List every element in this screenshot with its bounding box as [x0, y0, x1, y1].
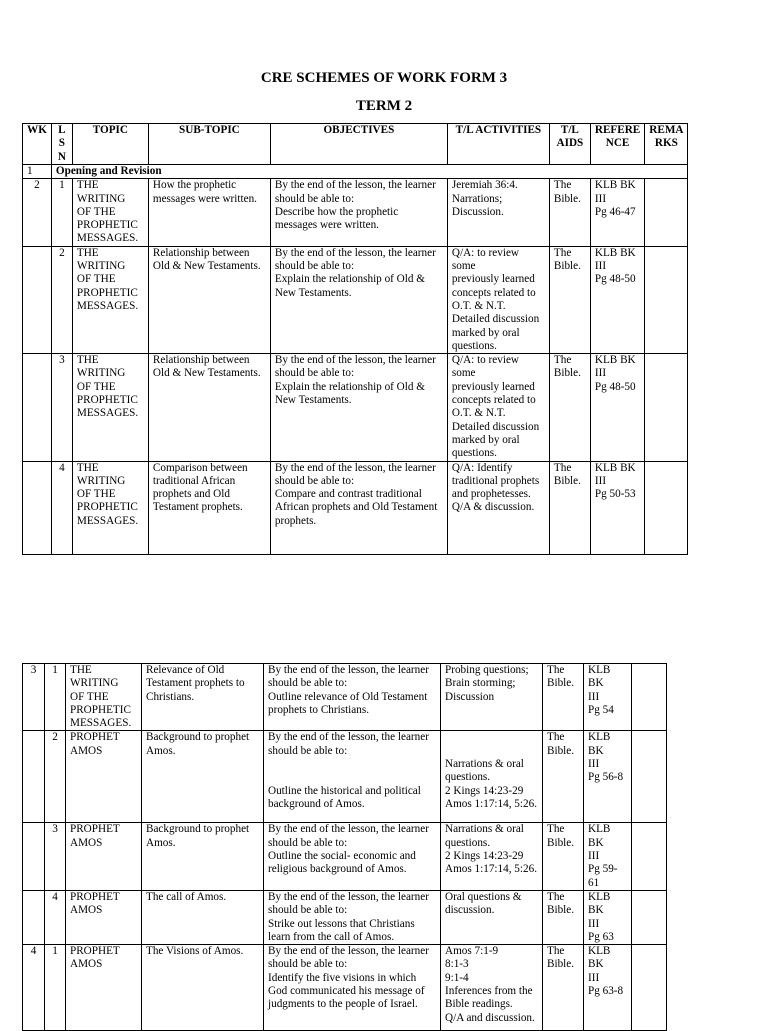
topic-cell: THE WRITING OF THE PROPHETIC MESSAGES.	[72, 179, 148, 246]
objectives-cell: By the end of the lesson, the learner should be able to: Outline the social- economic and religious background of Amos.	[264, 823, 441, 890]
lesson-number: 2	[51, 246, 72, 353]
week-number	[23, 823, 45, 890]
aids-cell: The Bible.	[543, 823, 584, 890]
lesson-number: 1	[51, 179, 72, 246]
activities-cell: Jeremiah 36:4. Narrations; Discussion.	[447, 179, 549, 246]
topic-cell: PROPHET AMOS	[66, 731, 142, 823]
topic-cell: PROPHET AMOS	[66, 945, 142, 1031]
term-heading: TERM 2	[355, 98, 413, 114]
aids-cell: The Bible.	[543, 664, 584, 731]
objectives-cell: By the end of the lesson, the learner should be able to: Explain the relationship of Old & New Testaments.	[270, 354, 447, 461]
lesson-number: 3	[45, 823, 66, 890]
lesson-number: 2	[45, 731, 66, 823]
reference-cell: KLB BK III Pg 48-50	[590, 354, 644, 461]
remarks-cell	[645, 354, 688, 461]
remarks-cell	[645, 179, 688, 246]
header-objectives: OBJECTIVES	[270, 124, 447, 165]
reference-cell: KLB BK III Pg 50-53	[590, 461, 644, 554]
objectives-cell: By the end of the lesson, the learner should be able to: Strike out lessons that Christians learn from the call of Amos.	[264, 890, 441, 944]
table-row	[23, 246, 688, 353]
remarks-cell	[632, 945, 667, 1031]
document-title: CRE SCHEMES OF WORK FORM 3	[260, 70, 508, 86]
reference-cell: KLB BK III Pg 48-50	[590, 246, 644, 353]
topic-cell: THE WRITING OF THE PROPHETIC MESSAGES.	[72, 461, 148, 554]
remarks-cell	[645, 246, 688, 353]
remarks-cell	[645, 461, 688, 554]
table-row	[23, 664, 667, 731]
table-row	[23, 461, 688, 554]
topic-cell: THE WRITING OF THE PROPHETIC MESSAGES.	[66, 664, 142, 731]
remarks-cell	[632, 664, 667, 731]
lesson-number: 4	[45, 890, 66, 944]
subtopic-cell: How the prophetic messages were written.	[148, 179, 270, 246]
table-row	[23, 731, 667, 823]
week-number	[23, 890, 45, 944]
week-number: 4	[23, 945, 45, 1031]
table-row	[23, 823, 667, 890]
reference-cell: KLB BK III Pg 56-8	[584, 731, 632, 823]
remarks-cell	[632, 823, 667, 890]
subtopic-cell: Relationship between Old & New Testaments.	[148, 354, 270, 461]
opening-revision-cell: Opening and Revision	[51, 165, 688, 179]
week-number: 3	[23, 664, 45, 731]
week-number	[23, 246, 52, 353]
subtopic-cell: The call of Amos.	[142, 890, 264, 944]
objectives-cell: By the end of the lesson, the learner should be able to: Identify the five visions in which God communicated his message of judgments to the people of Israel.	[264, 945, 441, 1031]
week-number	[23, 731, 45, 823]
aids-cell: The Bible.	[549, 354, 590, 461]
subtopic-cell: Relevance of Old Testament prophets to Christians.	[142, 664, 264, 731]
lesson-number: 1	[45, 664, 66, 731]
header-row	[23, 124, 688, 165]
aids-cell: The Bible.	[543, 890, 584, 944]
lesson-number: 1	[45, 945, 66, 1031]
schemes-table-page-2	[22, 663, 667, 1031]
topic-cell: THE WRITING OF THE PROPHETIC MESSAGES.	[72, 246, 148, 353]
activities-cell: Oral questions & discussion.	[441, 890, 543, 944]
week-1-row	[23, 165, 688, 179]
header-topic: TOPIC	[72, 124, 148, 165]
reference-cell: KLB BK III Pg 63	[584, 890, 632, 944]
lesson-number: 4	[51, 461, 72, 554]
topic-cell: THE WRITING OF THE PROPHETIC MESSAGES.	[72, 354, 148, 461]
week-number	[23, 354, 52, 461]
table-row	[23, 945, 667, 1031]
remarks-cell	[632, 731, 667, 823]
header-lsn: L S N	[51, 124, 72, 165]
header-aids: T/L AIDS	[549, 124, 590, 165]
lesson-rows	[23, 664, 667, 1031]
week-number: 2	[23, 179, 52, 246]
objectives-cell: By the end of the lesson, the learner should be able to: Outline relevance of Old Testament prophets to Christians.	[264, 664, 441, 731]
reference-cell: KLB BK III Pg 54	[584, 664, 632, 731]
aids-cell: The Bible.	[543, 945, 584, 1031]
lesson-rows	[23, 179, 688, 554]
header-references: REFERE NCE	[590, 124, 644, 165]
subtopic-cell: Relationship between Old & New Testaments.	[148, 246, 270, 353]
topic-cell: PROPHET AMOS	[66, 890, 142, 944]
week-number: 1	[23, 165, 52, 179]
week-number	[23, 461, 52, 554]
activities-cell: Amos 7:1-9 8:1-3 9:1-4 Inferences from the Bible readings. Q/A and discussion.	[441, 945, 543, 1031]
activities-cell: Narrations & oral questions. 2 Kings 14:23-29 Amos 1:17:14, 5:26.	[441, 823, 543, 890]
remarks-cell	[632, 890, 667, 944]
header-wk: WK	[23, 124, 52, 165]
reference-cell: KLB BK III Pg 46-47	[590, 179, 644, 246]
header-activities: T/L ACTIVITIES	[447, 124, 549, 165]
subtopic-cell: Comparison between traditional African prophets and Old Testament prophets.	[148, 461, 270, 554]
subtopic-cell: Background to prophet Amos.	[142, 823, 264, 890]
subtopic-cell: The Visions of Amos.	[142, 945, 264, 1031]
aids-cell: The Bible.	[543, 731, 584, 823]
objectives-cell: By the end of the lesson, the learner should be able to: Compare and contrast traditional African prophets and Old Testament prophets.	[270, 461, 447, 554]
aids-cell: The Bible.	[549, 246, 590, 353]
activities-cell: Q/A: Identify traditional prophets and prophetesses. Q/A & discussion.	[447, 461, 549, 554]
table-row	[23, 179, 688, 246]
objectives-cell: By the end of the lesson, the learner should be able to: Describe how the prophetic messages were written.	[270, 179, 447, 246]
objectives-cell: By the end of the lesson, the learner should be able to: Explain the relationship of Old & New Testaments.	[270, 246, 447, 353]
aids-cell: The Bible.	[549, 179, 590, 246]
activities-cell: Narrations & oral questions. 2 Kings 14:23-29 Amos 1:17:14, 5:26.	[441, 731, 543, 823]
schemes-table-page-1	[22, 123, 688, 555]
activities-cell: Probing questions; Brain storming; Discussion	[441, 664, 543, 731]
subtopic-cell: Background to prophet Amos.	[142, 731, 264, 823]
header-subtopic: SUB-TOPIC	[148, 124, 270, 165]
reference-cell: KLB BK III Pg 63-8	[584, 945, 632, 1031]
table-row	[23, 354, 688, 461]
objectives-cell: By the end of the lesson, the learner should be able to: Outline the historical and political background of Amos.	[264, 731, 441, 823]
header-remarks: REMA RKS	[645, 124, 688, 165]
aids-cell: The Bible.	[549, 461, 590, 554]
activities-cell: Q/A: to review some previously learned concepts related to O.T. & N.T. Detailed discussion marked by oral questions.	[447, 246, 549, 353]
reference-cell: KLB BK III Pg 59-61	[584, 823, 632, 890]
activities-cell: Q/A: to review some previously learned concepts related to O.T. & N.T. Detailed discussion marked by oral questions.	[447, 354, 549, 461]
lesson-number: 3	[51, 354, 72, 461]
table-row	[23, 890, 667, 944]
topic-cell: PROPHET AMOS	[66, 823, 142, 890]
